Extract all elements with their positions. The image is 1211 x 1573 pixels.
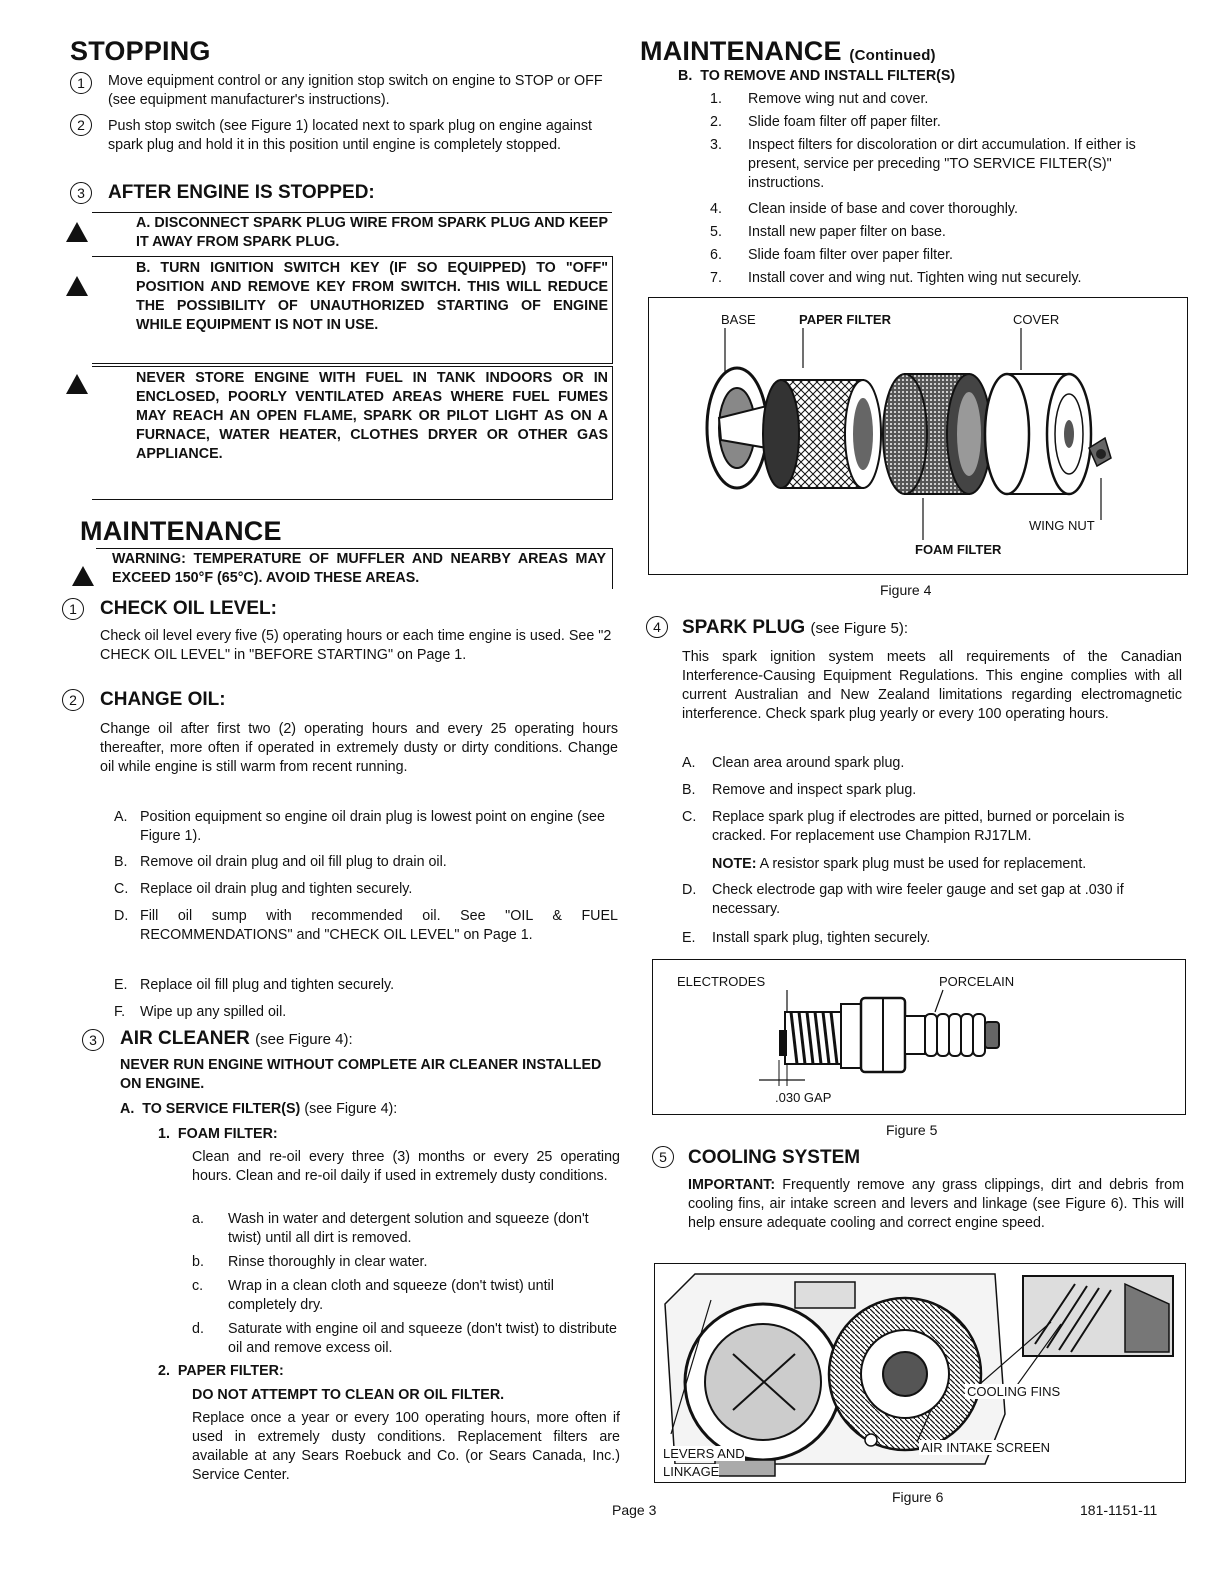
foam-step: c. Wrap in a clean cloth and squeeze (don't twist) until completely dry. xyxy=(192,1278,554,1313)
remove-step: 7. Install cover and wing nut. Tighten wing nut securely. xyxy=(710,270,1082,286)
remove-step: 5. Install new paper filter on base. xyxy=(710,224,946,240)
remove-step: 2. Slide foam filter off paper filter. xyxy=(710,114,941,130)
remove-filter-title: B. TO REMOVE AND INSTALL FILTER(S) xyxy=(678,68,956,84)
air-filter-illustration xyxy=(649,298,1187,574)
maintenance-title: MAINTENANCE xyxy=(80,516,282,546)
check-oil-text: Check oil level every five (5) operating hours or each time engine is used. See "2 CHECK OIL LEVEL" in "BEFORE STARTING" on Page 1. xyxy=(100,628,612,663)
figure-4-caption: Figure 4 xyxy=(880,582,932,598)
label-porcelain: PORCELAIN xyxy=(939,974,1015,989)
page-number: Page 3 xyxy=(612,1502,657,1518)
change-oil-step: F. Wipe up any spilled oil. xyxy=(114,1004,287,1020)
step-number-4: 4 xyxy=(646,616,668,638)
foam-filter-title: 1. FOAM FILTER: xyxy=(158,1126,278,1142)
warning-triangle-icon xyxy=(66,276,88,296)
label-cover: COVER xyxy=(1013,312,1060,327)
warning-triangle-icon xyxy=(66,222,88,242)
change-oil-step: C. Replace oil drain plug and tighten securely. xyxy=(114,881,413,897)
figure-4-air-filter xyxy=(648,297,1188,575)
service-filter-title: A. TO SERVICE FILTER(S) (see Figure 4): xyxy=(120,1101,398,1117)
remove-step: 4. Clean inside of base and cover thoroughly. xyxy=(710,201,1018,217)
check-oil-title: CHECK OIL LEVEL: xyxy=(100,598,277,619)
stop-step-2: Push stop switch (see Figure 1) located next to spark plug on engine against spark plug and hold it in this position until engine is completely stopped. xyxy=(108,118,592,153)
step-number-5: 5 xyxy=(652,1146,674,1168)
spark-plug-illustration xyxy=(653,960,1185,1114)
label-air-intake-screen: AIR INTAKE SCREEN xyxy=(921,1440,1051,1455)
label-paper-filter: PAPER FILTER xyxy=(799,312,891,327)
spark-step: E. Install spark plug, tighten securely. xyxy=(682,930,931,946)
change-oil-text: Change oil after first two (2) operating hours and every 25 operating hours thereafter, more often if operated in extremely dusty or dirty conditions. Change oil while engine is still warm from recent running. xyxy=(100,721,618,775)
label-wing-nut: WING NUT xyxy=(1029,518,1095,533)
change-oil-step: D. Fill oil sump with recommended oil. See "OIL & FUEL RECOMMENDATIONS" and "CHECK OIL LEVEL" on Page 1. xyxy=(114,908,618,943)
remove-step: 3. Inspect filters for discoloration or dirt accumulation. If either is present, service per preceding "TO SERVICE FILTER(S)" instructions. xyxy=(710,137,1136,191)
step-number-1: 1 xyxy=(70,72,92,94)
spark-step: C. Replace spark plug if electrodes are pitted, burned or porcelain is cracked. For replacement use Champion RJ17LM. xyxy=(682,809,1125,844)
cooling-text: IMPORTANT: Frequently remove any grass clippings, dirt and debris from cooling fins, air intake screen and levers and linkage (see Figure 6). This will help ensure adequate cooling and correct engine speed. xyxy=(688,1177,1184,1231)
spark-step: D. Check electrode gap with wire feeler gauge and set gap at .030 if necessary. xyxy=(682,882,1124,917)
change-oil-step: E. Replace oil fill plug and tighten securely. xyxy=(114,977,395,993)
muffler-warning-box xyxy=(96,548,613,589)
label-cooling-fins: COOLING FINS xyxy=(967,1384,1061,1399)
spark-step: B. Remove and inspect spark plug. xyxy=(682,782,917,798)
change-oil-title: CHANGE OIL: xyxy=(100,689,226,710)
remove-step: 6. Slide foam filter over paper filter. xyxy=(710,247,954,263)
foam-step: b. Rinse thoroughly in clear water. xyxy=(192,1254,428,1270)
paper-filter-title: 2. PAPER FILTER: xyxy=(158,1363,284,1379)
label-levers: LEVERS AND xyxy=(663,1446,745,1461)
document-code: 181-1151-11 xyxy=(1080,1502,1158,1518)
figure-5-caption: Figure 5 xyxy=(886,1122,938,1138)
warning-text-a: A. DISCONNECT SPARK PLUG WIRE FROM SPARK PLUG AND KEEP IT AWAY FROM SPARK PLUG. xyxy=(136,215,608,250)
muffler-warning-text: WARNING: TEMPERATURE OF MUFFLER AND NEARBY AREAS MAY EXCEED 150°F (65°C). AVOID THESE AREAS. xyxy=(112,551,606,586)
warning-text-b: B. TURN IGNITION SWITCH KEY (IF SO EQUIPPED) TO "OFF" POSITION AND REMOVE KEY FROM SWITCH. THIS WILL REDUCE THE POSSIBILITY OF UNAUTHORIZED STARTING OF ENGINE WHILE EQUIPMENT IS NOT IN USE. xyxy=(136,260,608,333)
label-base: BASE xyxy=(721,312,756,327)
label-gap: .030 GAP xyxy=(775,1090,832,1105)
paper-filter-text: Replace once a year or every 100 operating hours, more often if used in extremely dusty conditions. Replacement filters are available at any Sears Roebuck and Co. (or Sears Canada, Inc.) Service Center. xyxy=(192,1410,620,1483)
remove-step: 1. Remove wing nut and cover. xyxy=(710,91,929,107)
step-number-1: 1 xyxy=(62,598,84,620)
spark-plug-text: This spark ignition system meets all requirements of the Canadian Interference-Causing Equipment Regulations. This engine complies with all current Australian and New Zealand limitations regarding electromagnetic interference. Check spark plug yearly or every 100 operating hours. xyxy=(682,649,1182,722)
step-number-2: 2 xyxy=(70,114,92,136)
foam-step: d. Saturate with engine oil and squeeze (don't twist) to distribute oil and remove excess oil. xyxy=(192,1321,617,1356)
air-never-text: NEVER RUN ENGINE WITHOUT COMPLETE AIR CLEANER INSTALLED ON ENGINE. xyxy=(120,1057,602,1092)
warning-box-b xyxy=(92,256,613,364)
spark-plug-title: SPARK PLUG (see Figure 5): xyxy=(682,617,908,638)
step-number-3: 3 xyxy=(70,182,92,204)
step-number-3: 3 xyxy=(82,1029,104,1051)
cooling-title: COOLING SYSTEM xyxy=(688,1147,861,1168)
stopping-title: STOPPING xyxy=(70,36,211,66)
foam-filter-text: Clean and re-oil every three (3) months or every 25 operating hours. Clean and re-oil daily if used in extremely dusty conditions. xyxy=(192,1149,620,1184)
spark-note: NOTE: A resistor spark plug must be used for replacement. xyxy=(712,856,1087,872)
change-oil-step: B. Remove oil drain plug and oil fill plug to drain oil. xyxy=(114,854,447,870)
warning-triangle-icon xyxy=(66,374,88,394)
foam-step: a. Wash in water and detergent solution and squeeze (don't twist) until all dirt is removed. xyxy=(192,1211,589,1246)
warning-box-c xyxy=(92,366,613,500)
spark-step: A. Clean area around spark plug. xyxy=(682,755,905,771)
warning-text-c: NEVER STORE ENGINE WITH FUEL IN TANK INDOORS OR IN ENCLOSED, POORLY VENTILATED AREAS WHERE FUEL FUMES MAY REACH AN OPEN FLAME, SPARK OR PILOT LIGHT AS ON A FURNACE, WATER HEATER, CLOTHES DRYER OR OTHER GAS APPLIANCE. xyxy=(136,370,608,462)
paper-filter-warning: DO NOT ATTEMPT TO CLEAN OR OIL FILTER. xyxy=(192,1387,505,1403)
maintenance-continued-title: MAINTENANCE (Continued) xyxy=(640,36,936,66)
step-number-2: 2 xyxy=(62,689,84,711)
label-foam-filter: FOAM FILTER xyxy=(915,542,1002,557)
label-electrodes: ELECTRODES xyxy=(677,974,766,989)
figure-5-spark-plug xyxy=(652,959,1186,1115)
warning-triangle-icon xyxy=(72,566,94,586)
stop-step-1: Move equipment control or any ignition stop switch on engine to STOP or OFF (see equipment manufacturer's instructions). xyxy=(108,73,603,108)
warning-box-a xyxy=(92,212,612,251)
label-linkage: LINKAGE xyxy=(663,1464,720,1479)
change-oil-step: A. Position equipment so engine oil drain plug is lowest point on engine (see Figure 1). xyxy=(114,809,605,844)
figure-6-cooling xyxy=(654,1263,1186,1483)
figure-6-caption: Figure 6 xyxy=(892,1489,944,1505)
after-stopped-title: AFTER ENGINE IS STOPPED: xyxy=(108,182,375,203)
air-cleaner-title: AIR CLEANER (see Figure 4): xyxy=(120,1028,353,1049)
